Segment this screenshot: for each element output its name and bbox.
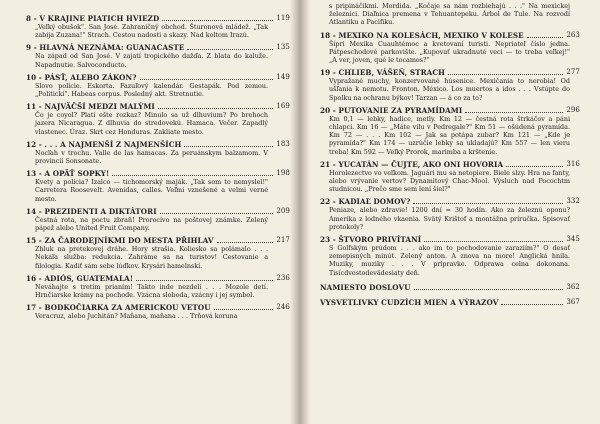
toc-heading bbox=[26, 140, 290, 149]
toc-entry bbox=[320, 283, 580, 292]
toc-entry bbox=[320, 31, 580, 65]
toc-heading bbox=[26, 43, 290, 52]
leader-dots bbox=[501, 304, 563, 305]
leader-dots bbox=[424, 241, 563, 242]
chapter-description: Čestná rota, na poctu zbraň! Prorocívo na poštovej známke. Zelený pápež alebo United Fruit Company. bbox=[35, 215, 268, 233]
right-page bbox=[300, 0, 600, 424]
toc-heading bbox=[26, 303, 290, 312]
chapter-title: 16 - ADIÓS, GUATEMALA! bbox=[26, 273, 134, 283]
chapter-title: VYSVETLIVKY CUDZÍCH MIEN A VÝRAZOV bbox=[320, 297, 499, 307]
chapter-description: Vypražané muchy, konzervované húsenice. Mexičania to nerobia! Od ušľania k nemotu. Fronton. México. Los muertos a idos . . . Vstúpte do Spolku na ochranu býkov! Tarzan — á co za to? bbox=[329, 77, 570, 102]
leader-dots bbox=[414, 289, 564, 290]
toc-entry bbox=[26, 274, 290, 299]
toc-heading bbox=[26, 236, 290, 245]
chapter-title: 15 - ZA ČARODEJNÍKMI DO MESTA PŘIHLAV bbox=[26, 236, 214, 246]
chapter-description: Na západ od San José. V zajatí tropického dažďa. Z blata do kaluže. Napadnutie. Salvoconducto. bbox=[35, 52, 268, 69]
chapter-title: 11 - NAJVÄČŠÍ MEDZI MALÝMI bbox=[26, 102, 155, 112]
toc-heading bbox=[26, 14, 290, 23]
page-number: 169 bbox=[276, 102, 290, 111]
chapter-description: Zhluk na pretekovej dráhe. Hory strašia. Koliesko sa polámalo . . . Nekáľa služba: redukcia. Zahráme sa na turistov! Cestovanie a filologia. Kadiť sám sebe lúďkov. Krysári hamelnskí. bbox=[35, 245, 268, 270]
toc-entry bbox=[320, 106, 580, 156]
toc-heading bbox=[26, 73, 290, 82]
page-number: 277 bbox=[566, 68, 580, 77]
leader-dots bbox=[140, 79, 274, 80]
chapter-description: Slovo polície. Eskorta. Fazuľový kalendár. Gestapák. Pod zemou. „Politickí". Habeas corpus. Posledný akt. Stretnutie. bbox=[35, 81, 268, 99]
toc-entry bbox=[26, 73, 290, 98]
chapter-title: 14 - PREZIDENTI A DIKTÁTORI bbox=[26, 206, 157, 216]
page-number: 332 bbox=[566, 197, 580, 206]
toc-heading bbox=[320, 160, 580, 169]
leader-dots bbox=[465, 112, 563, 113]
leader-dots bbox=[184, 146, 273, 147]
chapter-description: Kvety a polícia? Izalco — tichomorský maják. „Tak som to nemyslel!" Carretera Roosevelt. Avenidas, calles. Veľmi vznešené a velmi verné mesto. bbox=[35, 178, 268, 203]
toc-entry bbox=[26, 303, 290, 320]
toc-heading bbox=[320, 283, 580, 292]
toc-heading bbox=[320, 235, 580, 244]
continuation-text: s pripináčikmi. Mordida. „Kočaje sa nám rozbiehajú . . ." Na mexickej železnici. Diaľnica premena v Tehuantepeku. Árbol de Tule. Na rozvodí Atlantiku a Pacifiku. bbox=[329, 2, 570, 27]
toc-entry bbox=[26, 140, 290, 165]
leader-dots bbox=[217, 242, 274, 243]
chapter-title: 9 - HLAVNÁ NEZNÁMA: GUANACASTE bbox=[26, 43, 185, 53]
chapter-title: 19 - CHLIEB, VÁŠEŇ, STRACH bbox=[320, 68, 446, 78]
page-number: 236 bbox=[276, 273, 290, 282]
toc-entry bbox=[320, 160, 580, 194]
page-number: 263 bbox=[566, 30, 580, 39]
chapter-description: Peniaze, alebo zdravie! 1200 dní = 30 hodín. Ako za železnú oponu? Amerika z lodného vkaenia. Svätý Krištof a montážna príručka. Spisovať protokoly? bbox=[329, 206, 570, 231]
toc-entry bbox=[26, 207, 290, 232]
chapter-description: Šípri Mexika Cuauhtémoc a kvetovaní turisti. Nepriateľ číslo jedna. Pátpeschodové parkovište. „Kupovať ukradnuté veci — to treba veľkej!" „A ver, joven, qué le tocamos?" bbox=[329, 39, 570, 65]
toc-entry bbox=[26, 169, 290, 203]
page-number: 135 bbox=[276, 43, 290, 52]
toc-heading bbox=[320, 31, 580, 40]
toc-entry bbox=[26, 14, 290, 39]
toc-heading bbox=[26, 169, 290, 178]
toc-entry bbox=[320, 298, 580, 307]
toc-entry bbox=[26, 236, 290, 270]
leader-dots bbox=[136, 280, 273, 281]
chapter-title: NAMIESTO DOSLOVU bbox=[320, 282, 411, 292]
page-number: 362 bbox=[566, 282, 580, 291]
leader-dots bbox=[506, 166, 563, 167]
leader-dots bbox=[413, 203, 563, 204]
toc-heading bbox=[320, 106, 580, 115]
chapter-description: S Golfským prúdom . . . ako im to pochodovanie zaraziím?" O desať zemepisných minút. Zelený anton. A znova na more! Anglická hnila. Muziky, muziky . . . V prípravke. Odprawa celna dokonana. Tisícdvestodevädesiaty deň. bbox=[329, 244, 570, 277]
page-number: 119 bbox=[276, 14, 290, 22]
chapter-title: 23 - ŠTVORO PRIVÍTANÍ bbox=[320, 235, 422, 245]
chapter-title: 20 - PUTOVANIE ZA PYRAMÍDAMI bbox=[320, 105, 463, 115]
chapter-title: 10 - PÁSŤ, ALEBO ZÁKON? bbox=[26, 72, 137, 82]
leader-dots bbox=[158, 108, 273, 109]
leader-dots bbox=[214, 309, 274, 310]
leader-dots bbox=[160, 213, 274, 214]
toc-entry bbox=[26, 102, 290, 136]
leader-dots bbox=[448, 74, 563, 75]
chapter-title: 18 - MEXIKO NA KOLESÁCH, MEXIKO V KOLESE bbox=[320, 30, 524, 40]
toc-entry bbox=[320, 68, 580, 102]
chapter-title: 21 - YUCATÁN — ČUJTE, AKO ONI HOVORIA bbox=[320, 159, 504, 169]
toc-heading bbox=[320, 197, 580, 206]
toc-heading bbox=[320, 298, 580, 307]
page-number: 217 bbox=[276, 236, 290, 245]
page-number: 149 bbox=[276, 72, 290, 81]
page-number: 209 bbox=[276, 206, 290, 215]
chapter-title: 12 - . . . A NAJMENŠÍ Z NAJMENŠÍCH bbox=[26, 139, 182, 149]
chapter-description: Neváhajte s tretím prianím! Takto inde nezdelí . . . Mozole detí. Hrnčiarske krámy na pochode. Vzácna sloboda, vzácny i jej symbol. bbox=[35, 282, 268, 300]
chapter-description: Horolezectvo vo veľkom. Jaguári mu sa netopiere. Biele slzy. Hra na fanty, alebo vrývanie vertov? Dynamitový Chac-Mool. Výsluch nad Pocochtm studnicou. „Prečo sme sem lení šiel?" bbox=[329, 168, 570, 194]
page-number: 246 bbox=[276, 303, 290, 312]
chapter-description: „Veľký obušok". San José. Zahraničný obchod. Šturonová mládež. „Tak zabija Zuzana!" Strach. Cestou nadosti a skazy. Nad koltom Irazú. bbox=[35, 23, 268, 40]
leader-dots bbox=[162, 20, 273, 21]
toc-entry bbox=[320, 197, 580, 231]
toc-heading bbox=[26, 207, 290, 216]
toc-entry bbox=[320, 235, 580, 277]
chapter-description: Veracruz, alebo Juchitán? Maňana, maňana . . . Trňová koruna bbox=[35, 312, 238, 321]
toc-heading bbox=[320, 68, 580, 77]
page-number: 183 bbox=[276, 139, 290, 148]
page-number: 316 bbox=[566, 159, 580, 168]
page-number: 367 bbox=[566, 297, 580, 306]
chapter-title: 8 - V KRAJINE PIATICH HVIEZD bbox=[26, 14, 160, 23]
leader-dots bbox=[187, 49, 273, 50]
chapter-title: 22 - KADIAĽ DOMOV? bbox=[320, 197, 411, 207]
leader-dots bbox=[527, 37, 564, 38]
chapter-title: 13 - A OPÄŤ SOPKY! bbox=[26, 169, 110, 179]
leader-dots bbox=[112, 175, 273, 176]
chapter-description: Km 0,1 — lebky, hadice, metly. Km 12 — čestná rota štrkáčov a páni chlapci. Km 16 — „Máte vilu v Pedregale?" Km 51 — ošúdená pyramída. Km 72 — . . . Km 102 — Jak sa potápa zubar? Km 121 — „Kde je pyramída?" Km 174 — uzrúčie lebky sa ukladajú? Km 557 — len vieru treba! Km 592 — Veľký Prorok, marimba a krštenie. bbox=[329, 114, 570, 156]
toc-heading bbox=[26, 274, 290, 283]
toc-heading bbox=[26, 102, 290, 111]
chapter-description: Čo je coyol? Platí ešte rozkaz? Minulo sa už dlhuvium? Po brehoch jazera Nicaragua. Z dlhuvia do stredovekú. Hamaca. Večer. Zapadlý vlastenec. Úraz. Skrt cez Honduras. Zakliate mesto. bbox=[35, 111, 268, 136]
page-number: 296 bbox=[566, 105, 580, 114]
page-number: 198 bbox=[276, 169, 290, 178]
page-number: 345 bbox=[566, 235, 580, 244]
chapter-description: Nocľah v trochu. Valle de las hamacas. Za peruánskym balzamom. V provincii Sonsonate. bbox=[35, 148, 268, 166]
chapter-title: 17 - BODKOČIARKA ZA AMERICKOU VETOU bbox=[26, 303, 211, 313]
toc-entry bbox=[26, 43, 290, 68]
